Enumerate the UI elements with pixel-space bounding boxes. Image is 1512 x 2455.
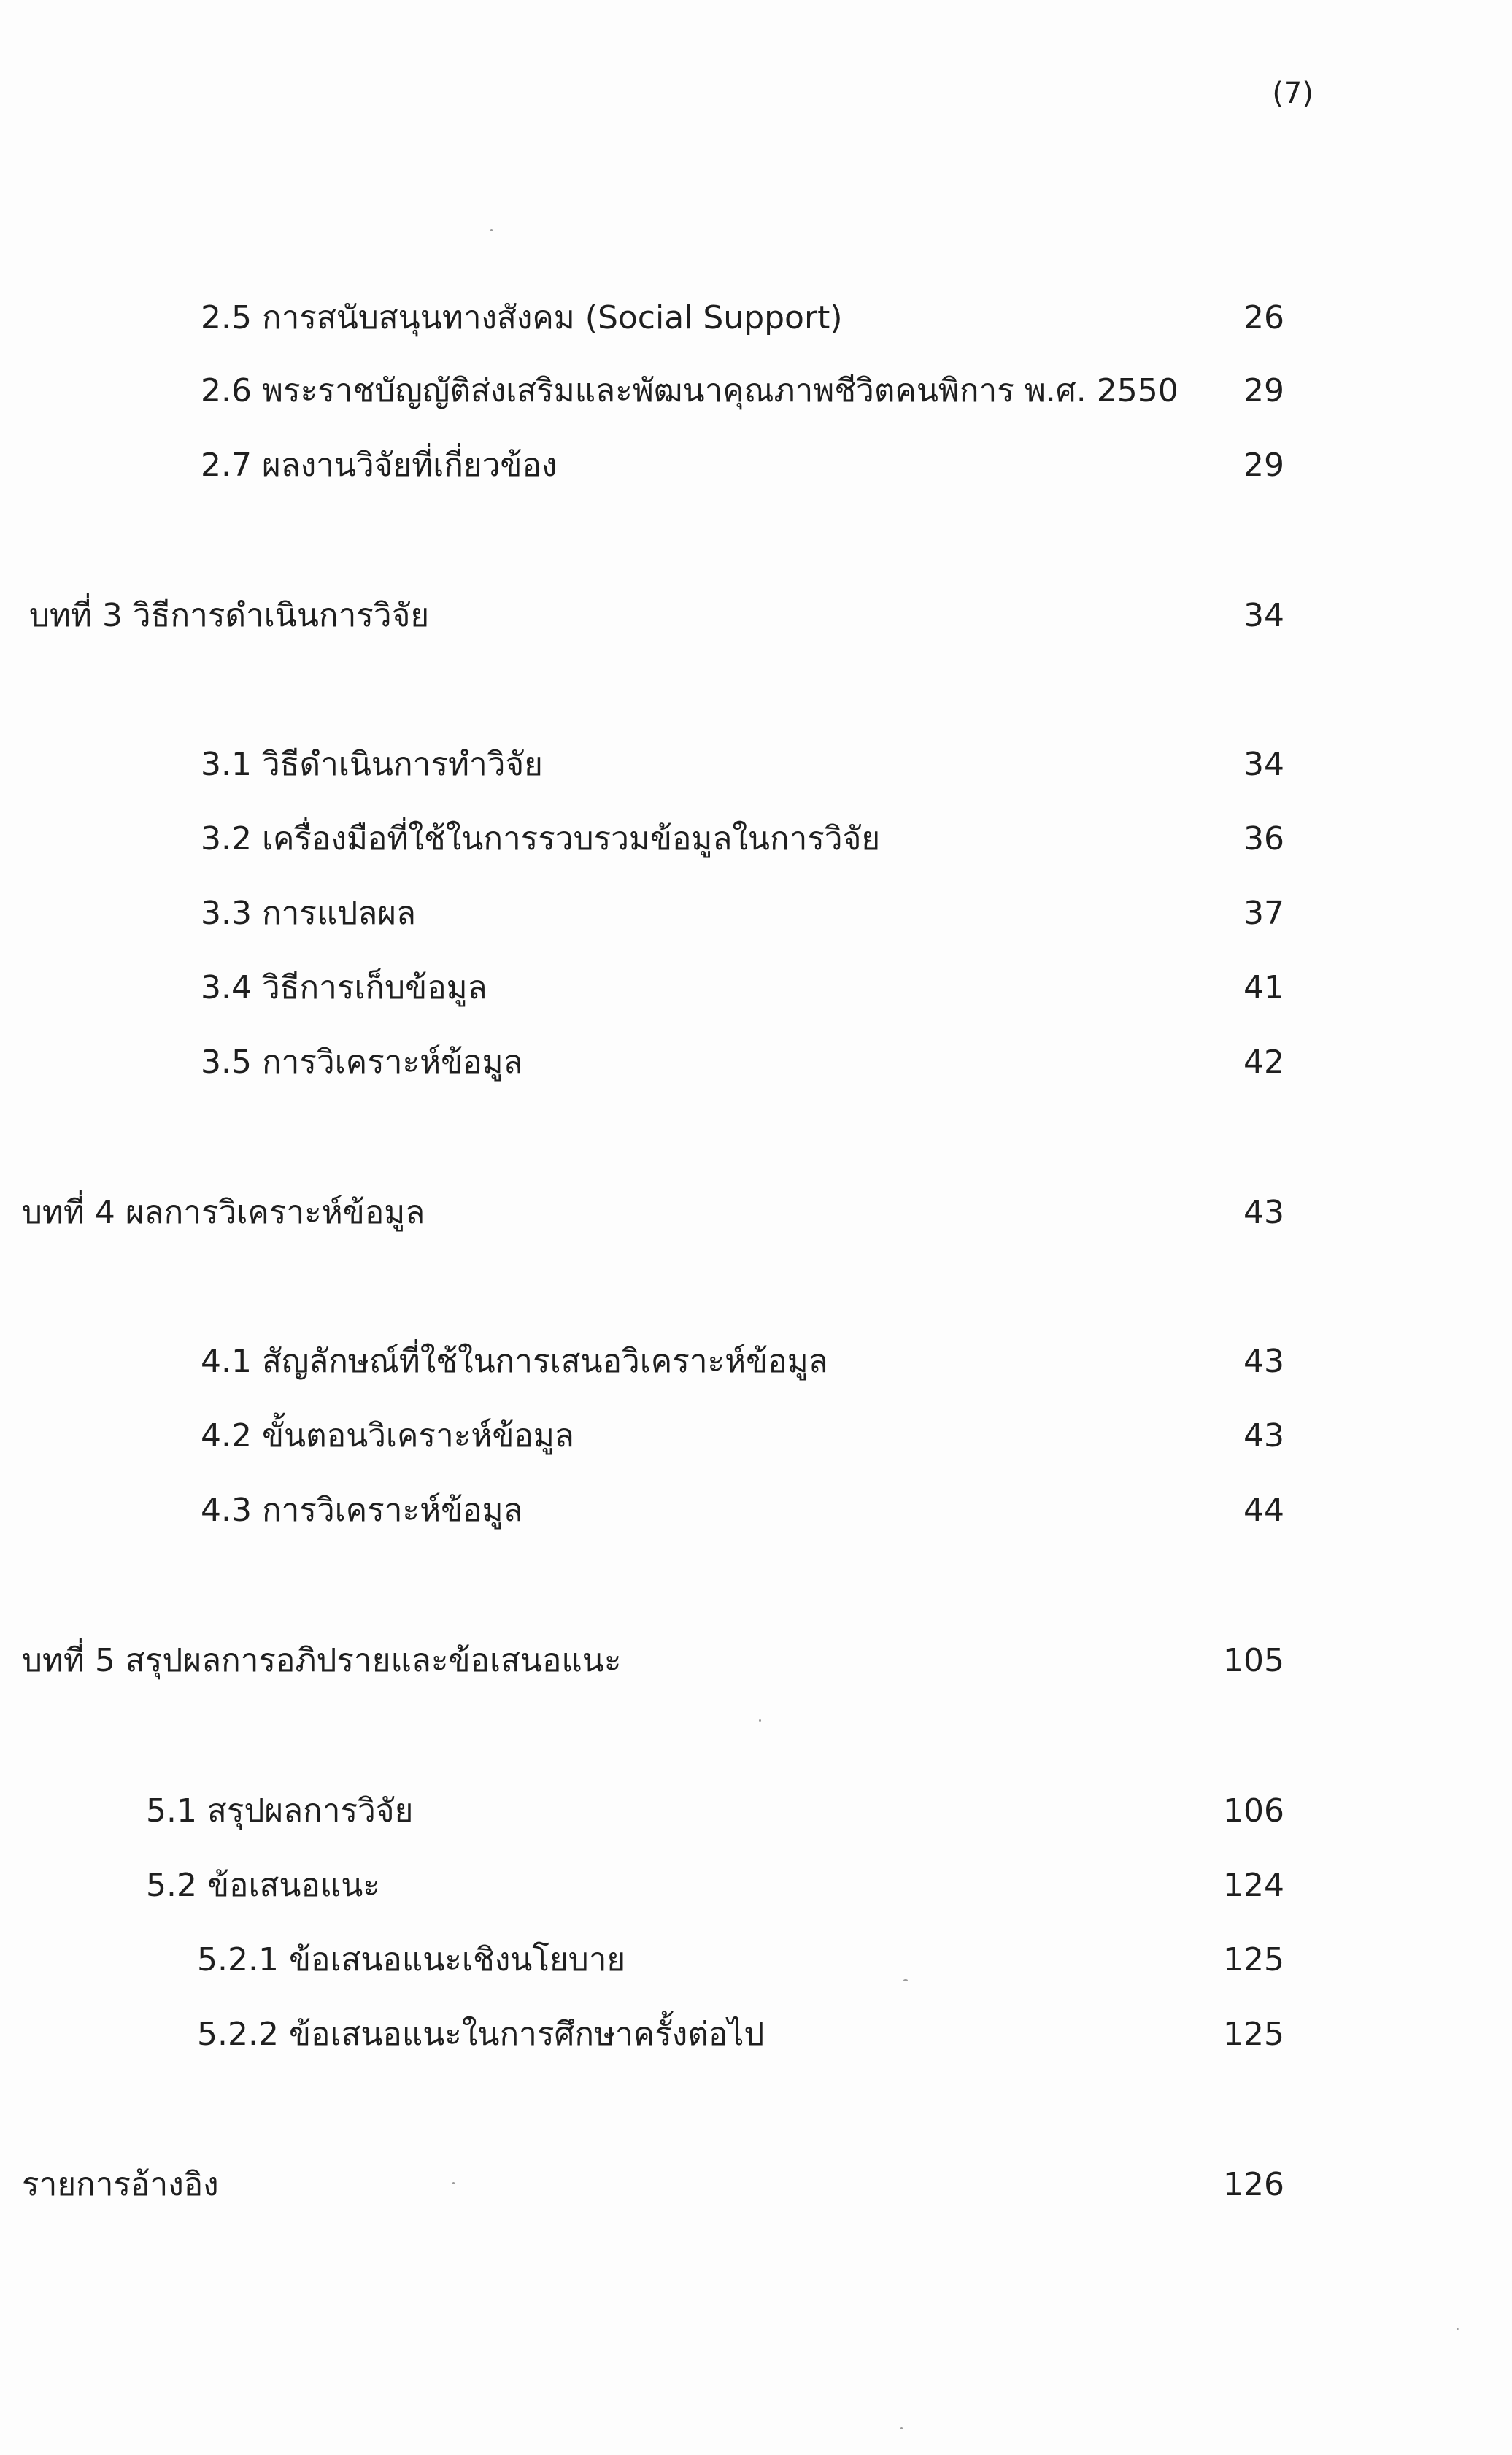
toc-entry-page: 105 [1223,1642,1284,1679]
toc-entry-page: 29 [1243,372,1284,409]
toc-entry-title: 5.2 ข้อเสนอแนะ [146,1867,380,1904]
toc-entry-page: 41 [1243,969,1284,1006]
toc-entry-page: 37 [1243,895,1284,932]
toc-entry-page: 34 [1243,597,1284,634]
toc-entry-page: 44 [1243,1492,1284,1529]
toc-entry-2-5 [201,295,1284,342]
toc-entry-page: 125 [1223,1941,1284,1978]
toc-entry-page: 26 [1243,299,1284,336]
toc-chapter-4 [22,1190,1284,1236]
toc-entry-page: 43 [1243,1343,1284,1380]
toc-entry-title: 2.5 การสนับสนุนทางสังคม (Social Support) [201,299,843,336]
toc-entry-title: 4.2 ขั้นตอนวิเคราะห์ข้อมูล [201,1417,574,1454]
toc-entry-title: 5.1 สรุปผลการวิจัย [146,1792,414,1830]
toc-entry-3-5 [201,1039,1284,1086]
toc-entry-title: 5.2.2 ข้อเสนอแนะในการศึกษาครั้งต่อไป [197,2016,765,2053]
toc-entry-title: บทที่ 4 ผลการวิเคราะห์ข้อมูล [22,1194,425,1231]
toc-entry-page: 125 [1223,2016,1284,2053]
scan-speck [759,1719,761,1722]
toc-chapter-3 [29,593,1284,639]
toc-entry-page: 36 [1243,820,1284,857]
toc-entry-2-7 [201,442,1284,489]
toc-entry-title: 2.6 พระราชบัญญัติส่งเสริมและพัฒนาคุณภาพชีวิตคนพิการ พ.ศ. 2550 [201,372,1179,409]
toc-entry-title: บทที่ 3 วิธีการดำเนินการวิจัย [29,597,430,634]
toc-entry-title: 5.2.1 ข้อเสนอแนะเชิงนโยบาย [197,1941,626,1978]
scan-speck [452,2182,455,2184]
toc-entry-title: 3.1 วิธีดำเนินการทำวิจัย [201,746,543,783]
toc-entry-4-1 [201,1338,1284,1385]
scan-speck [900,2427,903,2429]
toc-entry-page: 34 [1243,746,1284,783]
toc-entry-page: 43 [1243,1194,1284,1231]
toc-chapter-5 [22,1638,1284,1684]
toc-entry-5-2 [146,1862,1284,1909]
toc-entry-title: 3.5 การวิเคราะห์ข้อมูล [201,1044,523,1081]
scan-speck [903,1979,908,1981]
toc-entry-title: 4.3 การวิเคราะห์ข้อมูล [201,1492,523,1529]
toc-entry-title: 2.7 ผลงานวิจัยที่เกี่ยวข้อง [201,447,558,484]
toc-entry-title: 3.3 การแปลผล [201,895,416,932]
toc-entry-5-2-2 [197,2011,1284,2058]
toc-entry-title: บทที่ 5 สรุปผลการอภิปรายและข้อเสนอแนะ [22,1642,622,1679]
toc-entry-page: 42 [1243,1044,1284,1081]
toc-entry-page: 43 [1243,1417,1284,1454]
toc-entry-3-4 [201,965,1284,1011]
toc-entry-title: รายการอ้างอิง [22,2166,219,2203]
toc-entry-2-6 [201,368,1284,415]
toc-entry-page: 29 [1243,447,1284,484]
toc-entry-title: 3.4 วิธีการเก็บข้อมูล [201,969,487,1006]
toc-entry-page: 126 [1223,2166,1284,2203]
toc-entry-page: 106 [1223,1792,1284,1830]
toc-entry-3-2 [201,816,1284,863]
scan-speck [490,229,493,231]
toc-entry-5-1 [146,1788,1284,1835]
toc-entry-page: 124 [1223,1867,1284,1904]
toc-references [22,2162,1284,2208]
toc-entry-5-2-1 [197,1937,1284,1984]
scan-speck [1457,2328,1459,2330]
toc-entry-4-2 [201,1413,1284,1460]
toc-entry-3-1 [201,741,1284,788]
toc-entry-title: 4.1 สัญลักษณ์ที่ใช้ในการเสนอวิเคราะห์ข้อมูล [201,1343,828,1380]
toc-entry-3-3 [201,890,1284,937]
page-number: (7) [1272,77,1314,110]
toc-entry-4-3 [201,1487,1284,1534]
toc-entry-title: 3.2 เครื่องมือที่ใช้ในการรวบรวมข้อมูลในการวิจัย [201,820,881,857]
